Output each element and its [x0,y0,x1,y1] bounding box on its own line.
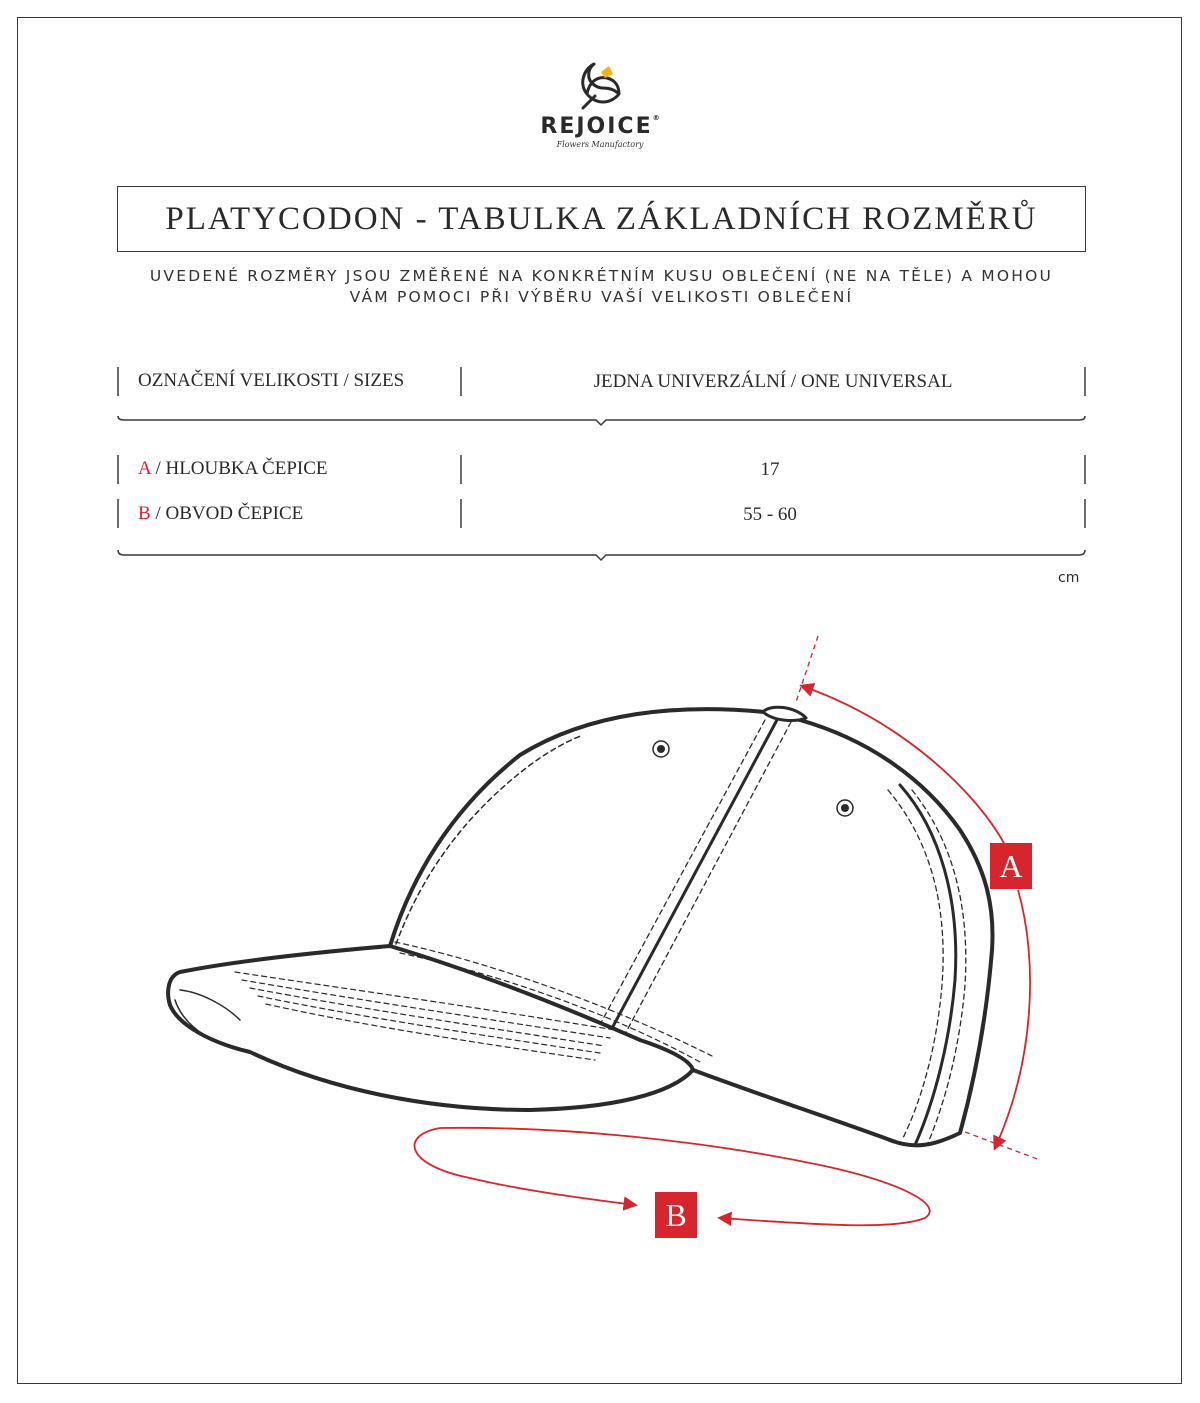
cap-visor [168,946,693,1110]
row-b-label: B / OBVOD ČEPICE [138,503,304,524]
crown-front-stitch [396,735,583,944]
crown-bottom-band [693,1070,890,1140]
row-b-letter: B [138,503,151,524]
center-seam-stitch-1 [597,720,765,1030]
marker-a: A [990,843,1032,889]
row-a-value: 17 [760,459,780,480]
measure-a-bottom-guide [965,1132,1040,1160]
row-b-value: 55 - 60 [743,504,797,525]
row-a-label: A / HLOUBKA ČEPICE [138,458,328,479]
eyelet-1-hole [658,746,665,753]
unit-label: cm [1058,570,1080,586]
side-seam [900,785,956,1145]
marker-b: B [655,1192,697,1238]
measure-a-arc-bottom [995,890,1030,1148]
brand-name: REJOICE® [540,114,660,139]
center-seam [610,718,778,1032]
side-seam-stitch-2 [912,790,966,1143]
top-button [763,707,806,720]
center-seam-stitch-2 [624,722,791,1036]
size-header-value: JEDNA UNIVERZÁLNÍ / ONE UNIVERSAL [593,371,953,392]
brand-tagline: Flowers Manufactory [556,140,644,149]
row-a-letter: A [138,458,151,479]
subtitle-line-2: VÁM POMOCI PŘI VÝBĚRU VAŠÍ VELIKOSTI OBLEČENÍ [349,288,854,306]
measure-a-top-guide [796,636,818,702]
page-title: PLATYCODON - TABULKA ZÁKLADNÍCH ROZMĚRŮ [165,200,1038,237]
size-header-label: OZNAČENÍ VELIKOSTI / SIZES [138,370,405,391]
measure-a [796,636,1040,1160]
measure-a-arc-top [802,686,1005,845]
eyelet-2-hole [842,805,849,812]
measure-b-arc-left [415,1128,635,1205]
subtitle-line-1: UVEDENÉ ROZMĚRY JSOU ZMĚŘENÉ NA KONKRÉTNÍM KUSU OBLEČENÍ (NE NA TĚLE) A MOHOU [149,267,1054,285]
